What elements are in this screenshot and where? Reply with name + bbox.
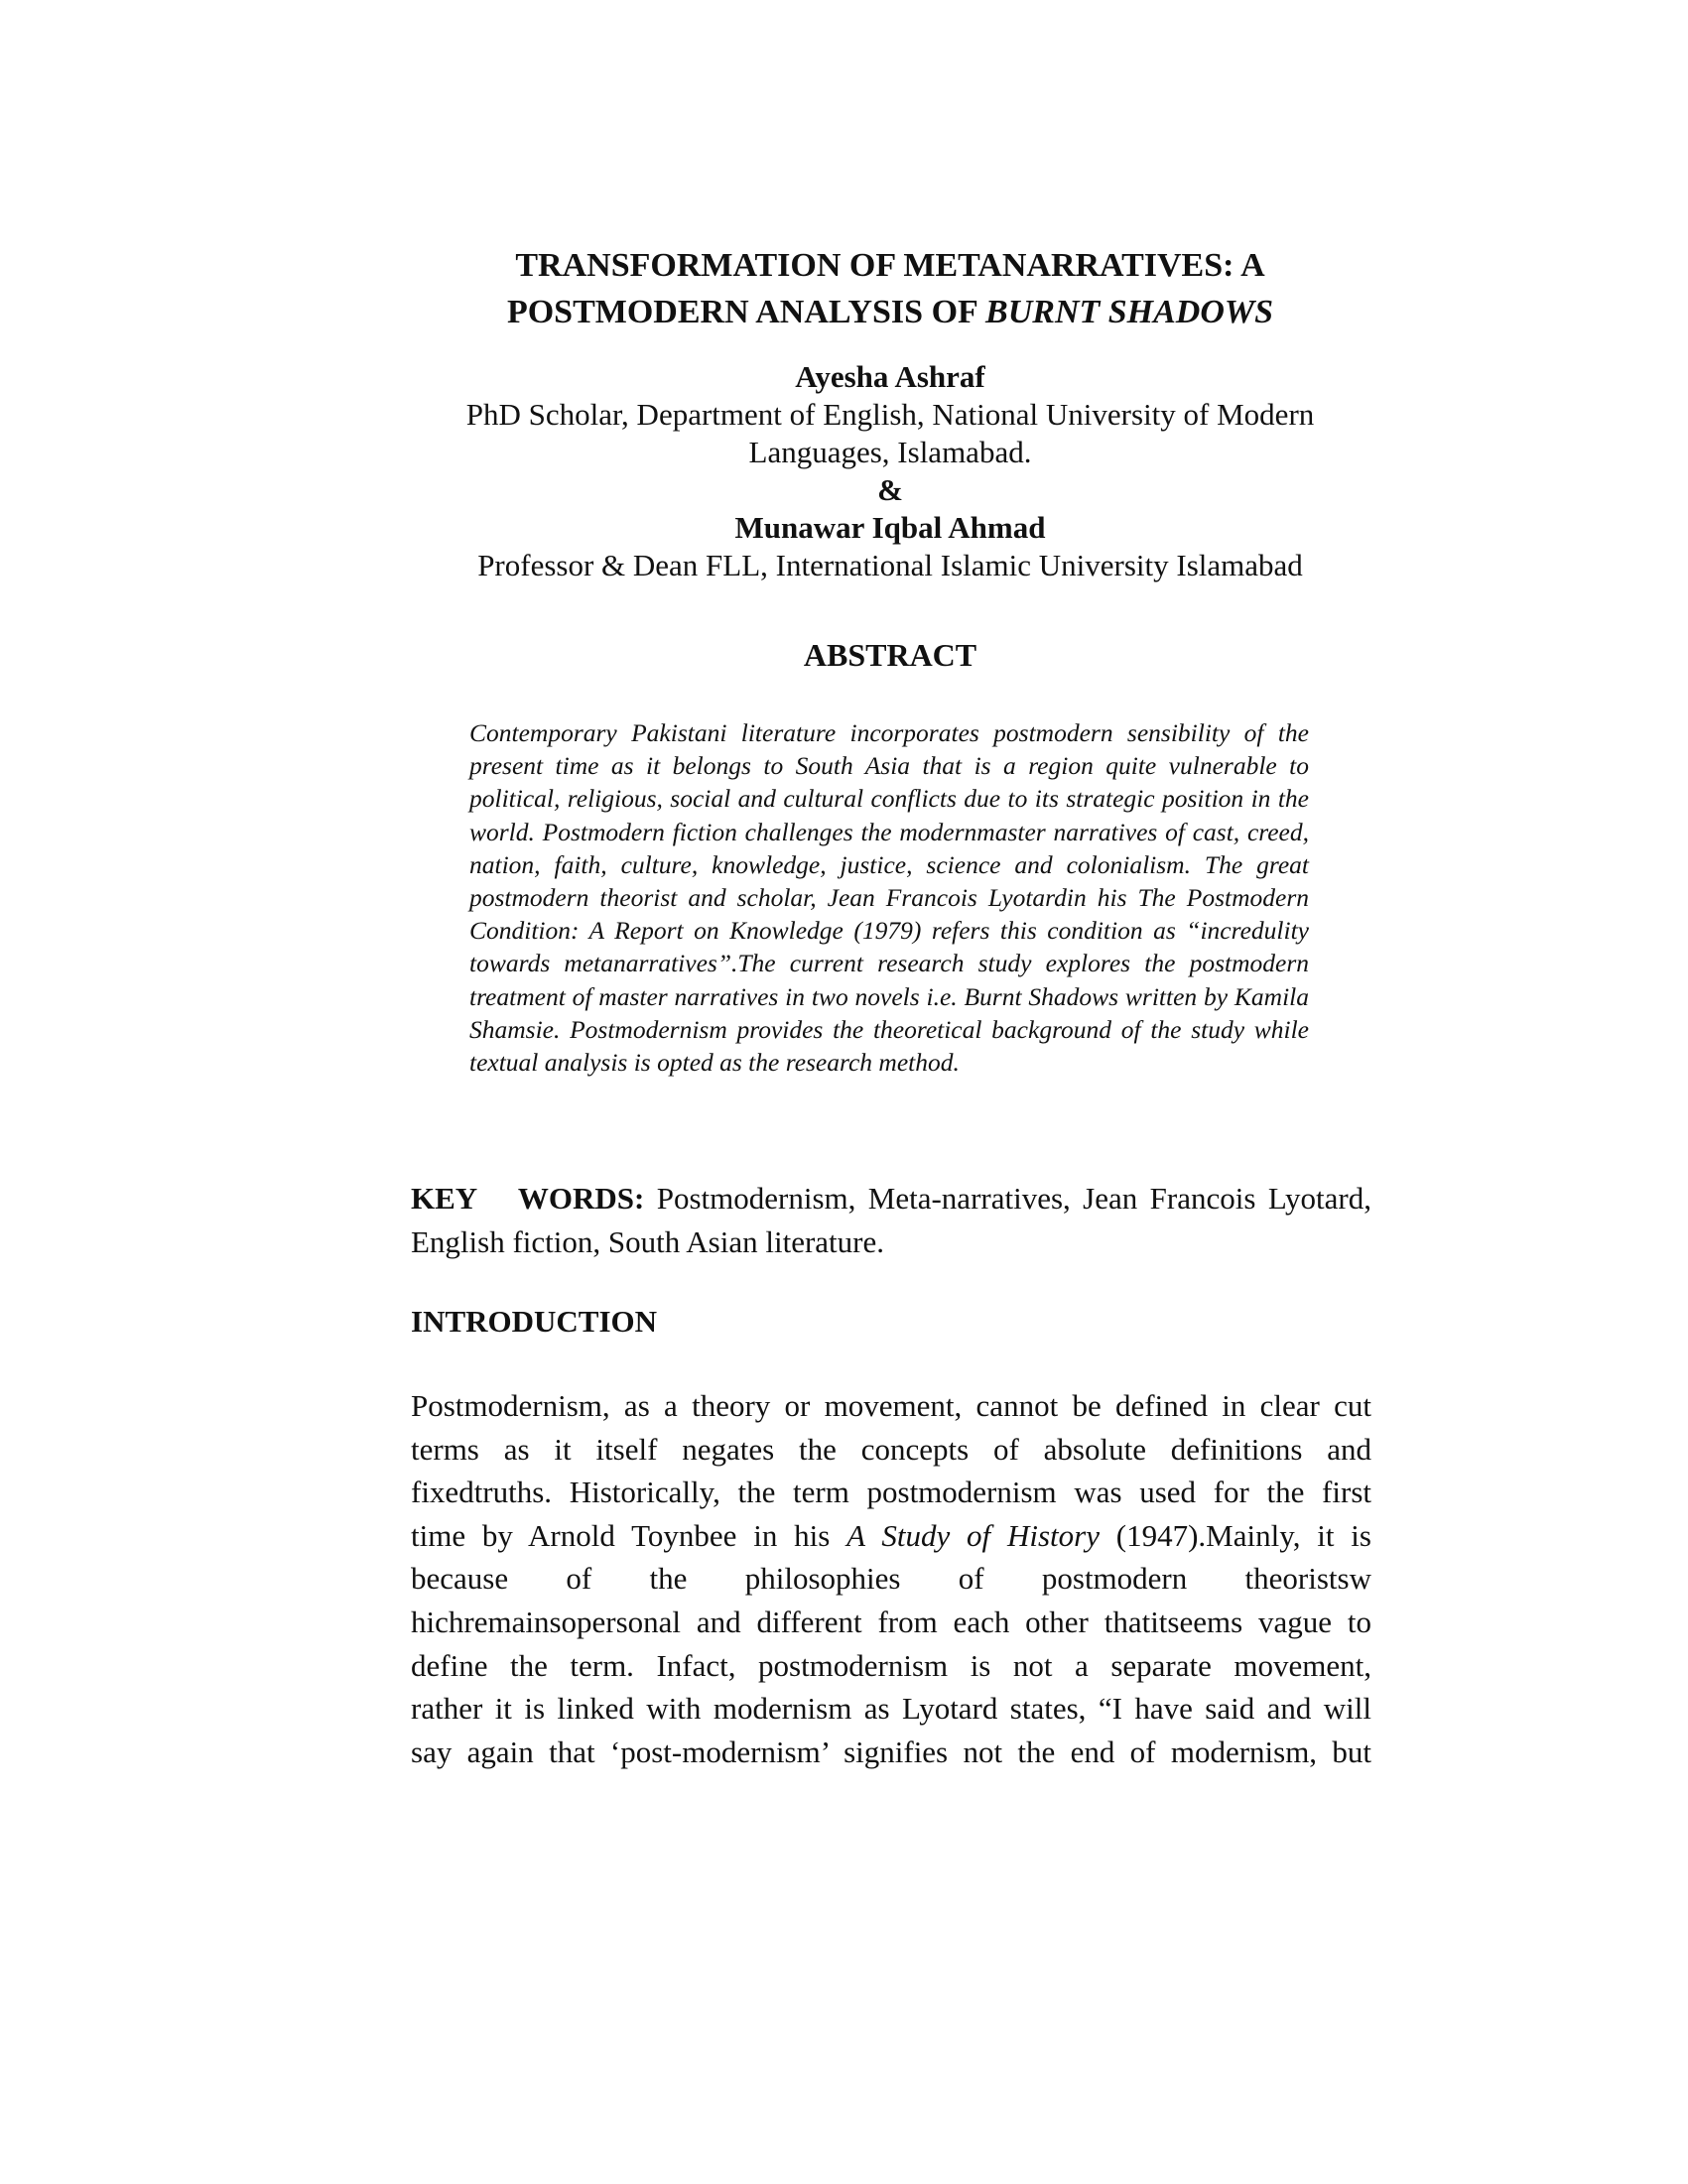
author-1-affiliation-line-1: PhD Scholar, Department of English, National University of Modern: [465, 397, 1315, 432]
abstract-heading: ABSTRACT: [803, 637, 977, 673]
keywords-text: Postmodernism, Meta-narratives, Jean Francois Lyotard, English fiction, South Asian literature.: [411, 1181, 1371, 1259]
author-separator: &: [877, 472, 903, 507]
keywords-paragraph: [411, 1177, 1371, 1264]
intro-line: fixedtruths. Historically, the term postmodernism was used for the first: [411, 1475, 1371, 1510]
paper-title: [377, 242, 1403, 335]
title-novel-name: BURNT SHADOWS: [985, 294, 1274, 330]
title-line-1: TRANSFORMATION OF METANARRATIVES: A: [515, 247, 1265, 284]
intro-line: because of the philosophies of postmodern theoristsw: [411, 1561, 1371, 1597]
author-2-name: Munawar Iqbal Ahmad: [734, 510, 1046, 545]
author-1-affiliation-line-2: Languages, Islamabad.: [748, 435, 1032, 469]
author-block: [377, 358, 1403, 584]
intro-line: Postmodernism, as a theory or movement, cannot be defined in clear cut: [411, 1388, 1371, 1423]
abstract-text: Contemporary Pakistani literature incorporates postmodern sensibility of the present time as it belongs to South Asia that is a region quite vulnerable to political, religious, social and cultural conflicts due to its strategic position in the world. Postmodern fiction challenges the modernmaster narratives of cast, creed, nation, faith, culture, knowledge, justice, science and colonialism. The great postmodern theorist and scholar, Jean Francois Lyotardin his The Postmodern Condition: A Report on Knowledge (1979) refers this condition as “incredulity towards metanarratives”.The current research study explores the postmodern treatment of master narratives in two novels i.e. Burnt Shadows written by Kamila Shamsie. Postmodernism provides the theoretical background of the study while textual analysis is opted as the research method.: [469, 718, 1309, 1078]
intro-line: terms as it itself negates the concepts of absolute definitions and: [411, 1431, 1371, 1467]
intro-line-4-end: (1947).Mainly, it is: [1099, 1517, 1371, 1553]
introduction-heading: INTRODUCTION: [411, 1304, 658, 1339]
intro-line-with-book-title: [411, 1514, 1371, 1558]
author-2-affiliation: Professor & Dean FLL, International Islamic University Islamabad: [477, 548, 1303, 582]
title-line-2-prefix: POSTMODERN ANALYSIS OF: [506, 294, 986, 330]
book-title-a-study-of-history: A Study of History: [846, 1517, 1100, 1553]
introduction-paragraph: [411, 1384, 1371, 1773]
intro-line: rather it is linked with modernism as Lyotard states, “I have said and will: [411, 1691, 1371, 1727]
intro-line: say again that ‘post-modernism’ signifies not the end of modernism, but: [411, 1734, 1371, 1769]
title-line-2: [377, 289, 1403, 335]
intro-line: hichremainsopersonal and different from each other thatitseems vague to: [411, 1604, 1371, 1639]
keywords-label: KEY WORDS:: [411, 1181, 645, 1216]
intro-line-4-start: time by Arnold Toynbee in his: [411, 1517, 847, 1553]
intro-line: define the term. Infact, postmodernism is not a separate movement,: [411, 1647, 1371, 1683]
author-1-name: Ayesha Ashraf: [795, 359, 985, 394]
